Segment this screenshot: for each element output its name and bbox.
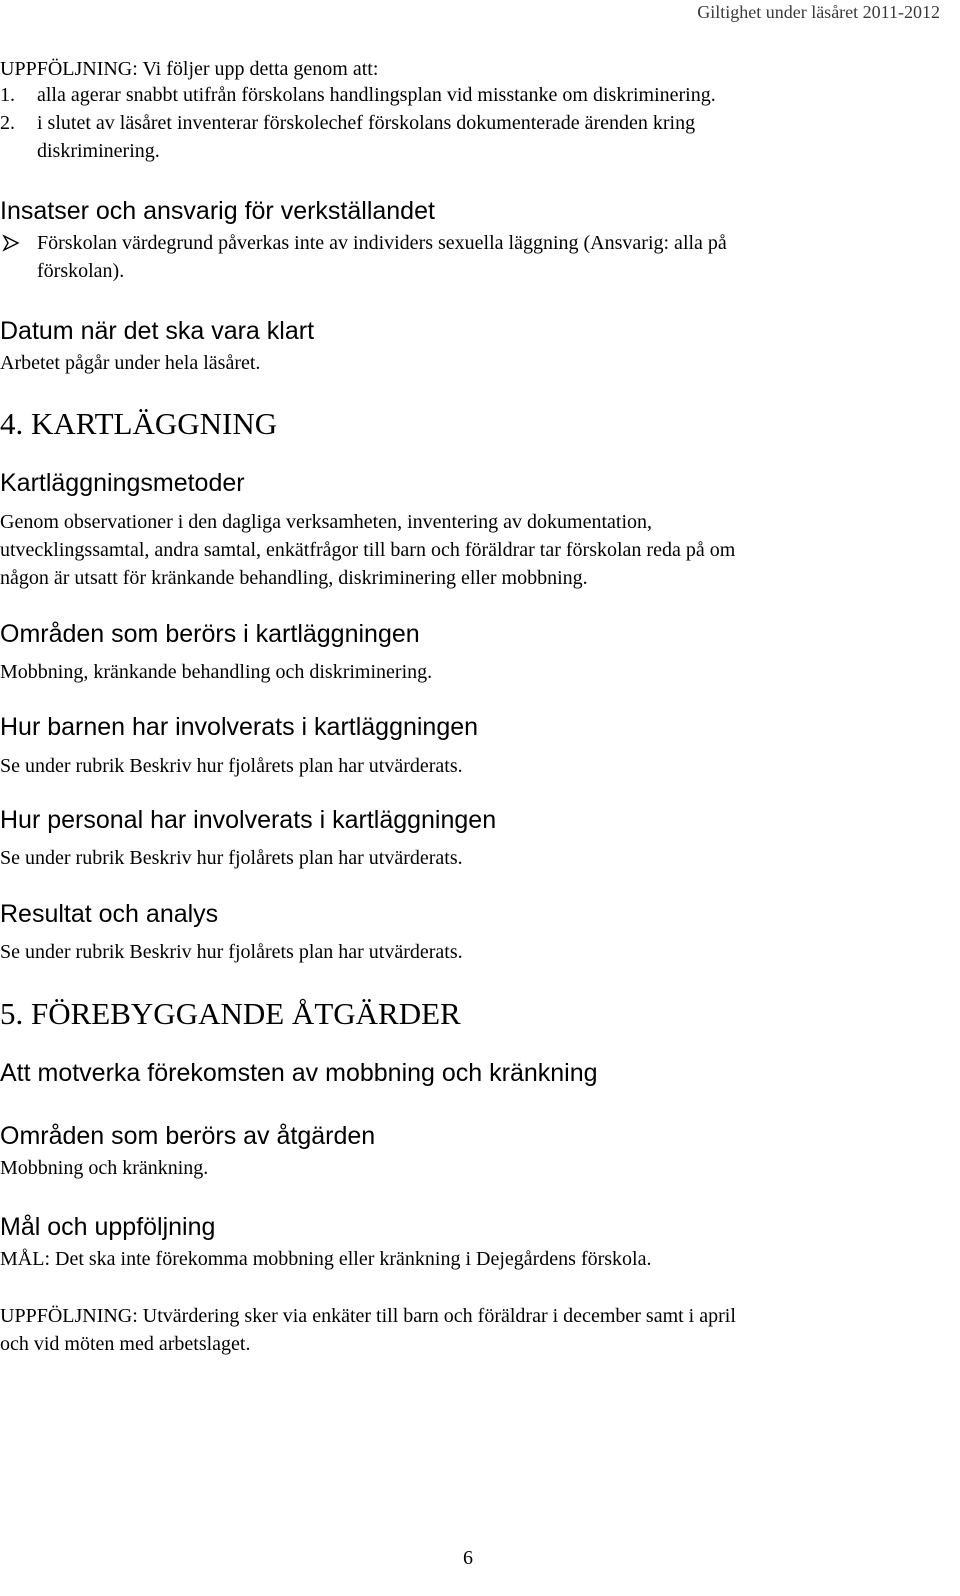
metoder-line-1: Genom observationer i den dagliga verksamheten, inventering av dokumentation, [0, 511, 653, 533]
section-5-heading: 5. FÖREBYGGANDE ÅTGÄRDER [0, 996, 461, 1031]
uppfoljning-line-1: UPPFÖLJNING: Utvärdering sker via enkäter till barn och föräldrar i december samt i april [0, 1305, 736, 1327]
barnen-heading: Hur barnen har involverats i kartläggningen [0, 713, 479, 741]
insatser-bullet-line-2: förskolan). [37, 260, 125, 282]
list-number: 1. [0, 84, 15, 106]
datum-heading: Datum när det ska vara klart [0, 317, 315, 345]
resultat-text: Se under rubrik Beskriv hur fjolårets plan har utvärderats. [0, 941, 463, 963]
section-5-subheading: Att motverka förekomsten av mobbning och kränkning [0, 1059, 598, 1087]
list-text: alla agerar snabbt utifrån förskolans handlingsplan vid misstanke om diskriminering. [37, 84, 716, 106]
personal-text: Se under rubrik Beskriv hur fjolårets plan har utvärderats. [0, 847, 463, 869]
omraden-text: Mobbning, kränkande behandling och diskriminering. [0, 661, 433, 683]
metoder-line-3: någon är utsatt för kränkande behandling, diskriminering eller mobbning. [0, 567, 588, 589]
followup-item-2-continuation: diskriminering. [37, 140, 160, 162]
arrowhead-bullet-icon [2, 234, 20, 252]
page-number: 6 [463, 1547, 473, 1569]
metoder-line-2: utvecklingssamtal, andra samtal, enkätfrågor till barn och föräldrar tar förskolan reda på om [0, 539, 736, 561]
insatser-bullet-line-1: Förskolan värdegrund påverkas inte av individers sexuella läggning (Ansvarig: alla på [37, 232, 727, 254]
section-4-heading: 4. KARTLÄGGNING [0, 406, 278, 441]
mal-heading: Mål och uppföljning [0, 1213, 216, 1241]
list-text: i slutet av läsåret inventerar förskolechef förskolans dokumenterade ärenden kring [37, 112, 696, 134]
mal-text: MÅL: Det ska inte förekomma mobbning eller kränkning i Dejegårdens förskola. [0, 1248, 652, 1270]
personal-heading: Hur personal har involverats i kartläggningen [0, 806, 497, 834]
datum-text: Arbetet pågår under hela läsåret. [0, 352, 261, 374]
followup-item-1 [0, 82, 716, 108]
barnen-text: Se under rubrik Beskriv hur fjolårets plan har utvärderats. [0, 755, 463, 777]
uppfoljning-line-2: och vid möten med arbetslaget. [0, 1333, 251, 1355]
followup-item-2 [0, 110, 696, 136]
atgarder-omraden-text: Mobbning och kränkning. [0, 1157, 209, 1179]
followup-intro: UPPFÖLJNING: Vi följer upp detta genom att: [0, 58, 379, 80]
resultat-heading: Resultat och analys [0, 900, 219, 928]
running-header: Giltighet under läsåret 2011-2012 [697, 2, 940, 22]
atgarder-omraden-heading: Områden som berörs av åtgärden [0, 1122, 376, 1150]
insatser-heading: Insatser och ansvarig för verkställandet [0, 197, 435, 225]
omraden-heading: Områden som berörs i kartläggningen [0, 620, 420, 648]
list-number: 2. [0, 112, 15, 134]
metoder-heading: Kartläggningsmetoder [0, 469, 245, 497]
